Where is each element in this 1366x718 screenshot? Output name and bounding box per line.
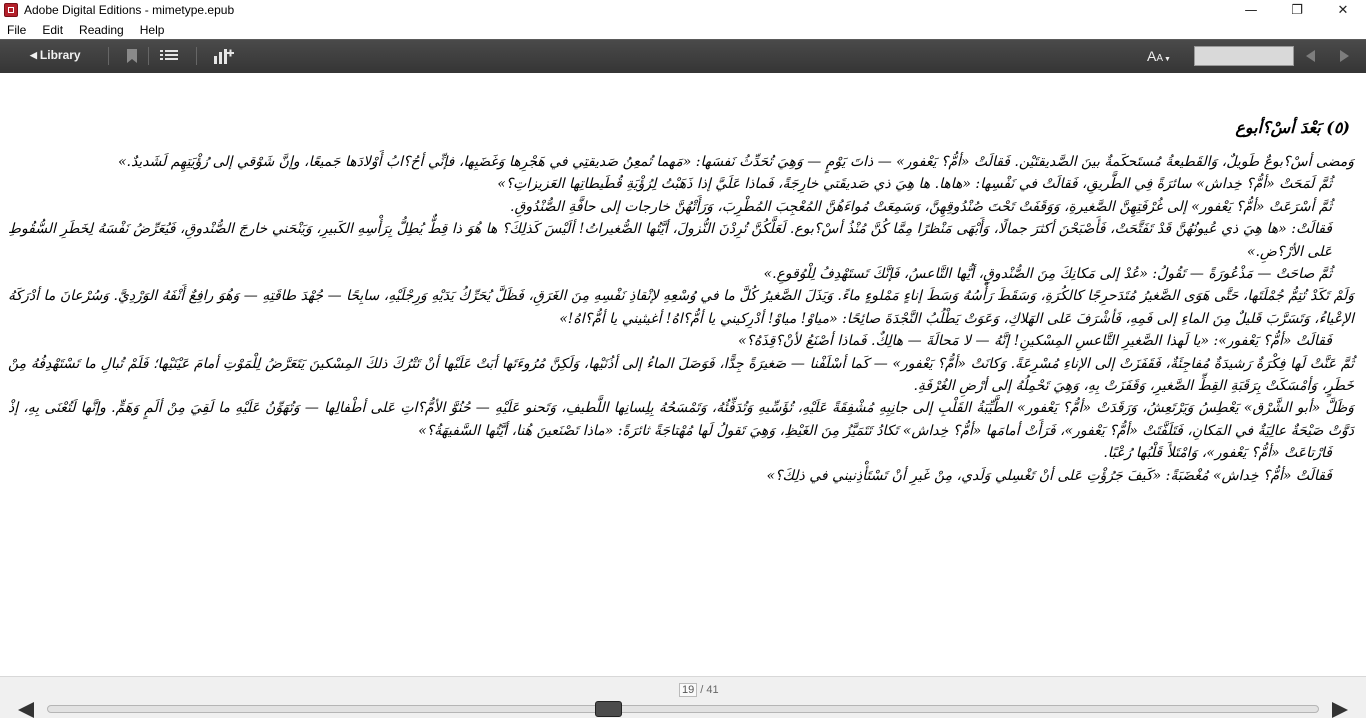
font-size-button[interactable] xyxy=(1147,48,1171,64)
app-icon xyxy=(4,3,18,17)
chapter-heading: (٥) بَعْدَ أسْ؟أبوع xyxy=(1235,118,1350,137)
dropdown-caret-icon: ▼ xyxy=(1164,56,1171,63)
window-controls xyxy=(1228,0,1366,20)
menu-help[interactable]: Help xyxy=(139,22,165,37)
menu-reading[interactable]: Reading xyxy=(79,22,124,37)
previous-page-icon[interactable] xyxy=(18,702,34,718)
menu-edit[interactable]: Edit xyxy=(42,22,64,37)
paragraph: ثُمَّ عَنَّتْ لَها فِكْرَةٌ رَشيدَةٌ مُفاجِئَةٌ، فَقَفَزَتْ إلى الإناءِ مُسْرِعَةً. وَكانَتْ «أمُّ؟ يَعْفور» — كَما أسْلَفْنا — صَغيرَةً جِدًّا، فَوَصَلَ الماءُ إلى أذُنَيْها، وَلَكِنَّ مُرُوءَتَها أبَتْ عَلَيْها أنْ تَتْرُكَ ذلكَ المِسْكينَ يَتَعَرَّضُ لِلْمَوْتِ أمامَ عَيْنَيْها؛ فَلَمْ تُبالِ ما تَسْتَهْدِفُهُ مِنْ خَطَرٍ، وَأمْسَكَتْ بِرَقَبَةِ القِطِّ الصَّغيرِ، وَقَفَزَتْ بِهِ، وَهِيَ تَحْمِلُهُ إلى أرْضِ الغُرْفَةِ. xyxy=(8,355,1354,395)
close-button[interactable]: ✕ xyxy=(1337,2,1349,18)
page-navigation-bar xyxy=(0,676,1366,718)
toolbar-divider xyxy=(108,47,109,65)
current-page-field[interactable]: 19 xyxy=(679,683,697,697)
paragraph: وَمضى أسْ؟بوعٌ طَويلٌ، وَالقَطيعةُ مُستَحكَمةٌ بينَ الصَّديقتَيْن. فَقالَتْ «أمُّ؟ يَعْفور» — ذاتَ يَوْمٍ — وَهِيَ تُحَدِّثُ نَفسَها: «مَهما تُمعِنُ صَديقتِي في هَجْرِها وَغَضَبِها، فإنِّي أحُ؟ابُ أَوْلادَها جَميعًا، وإنَّ شَوْقي إلى رُؤْيَتِهِم لَشَديدٌ.» xyxy=(117,154,1354,170)
paragraph: وَلَمْ تَكَدْ تُتِمُّ جُمْلَتَها، حَتَّى هَوَى الصَّغيرُ مُتَدَحرِجًا كالكُرَةِ، وَسَقَطَ رَأْسُهُ وَسَطَ إناءٍ مَمْلوءٍ ماءً. وَيَذَلَ الصَّغيرُ كُلَّ ما في وُسْعِهِ لإنْقاذِ نَفْسِهِ مِنَ الغَرَقِ، فَظَلَّ يُحَرِّكُ يَدَيْهِ وَرِجْلَيْهِ، سابِحًا — جُهْدَ طاقَتِهِ — وَهُوَ رافِعٌ أَنْفَهُ الوَرْدِيَّ. وَسُرْعانَ ما أدْرَكَهُ الإعْياءُ، وَتَسَرَّبَ قَليلٌ مِنَ الماءِ إلى فَمِهِ، فَأشْرَفَ عَلى الهَلاكِ، وَعَوَتْ يَطْلُبُ النَّجْدَةَ صائِحًا: «مياوْ! مياوْ! أدْرِكيني يا أمُّ؟اهُ! أغيثيني يا أمُّ؟اهُ!» xyxy=(8,288,1354,327)
menu-file[interactable]: File xyxy=(7,22,27,37)
total-pages-label: / 41 xyxy=(700,684,719,696)
table-of-contents-icon[interactable] xyxy=(160,48,178,64)
next-result-icon[interactable] xyxy=(1340,50,1349,62)
paragraph: فَقالَتْ «أمُّ؟ يَعْفور»: «يا لَهذا الصَّغيرِ التَّاعسِ المِسْكينِ! إنَّهُ — لا مَحالَةَ — هالِكٌ. فَماذا أصْنَعُ لأنْ؟قِذَهُ؟» xyxy=(737,333,1332,350)
font-size-small-a: A xyxy=(1156,53,1164,64)
library-button[interactable] xyxy=(30,48,81,62)
paragraph: فَارْتاعَتْ «أمُّ؟ يَعْفور»، وَامْتَلأَ قَلْبُها رُعْبًا. xyxy=(1103,445,1332,462)
next-page-icon[interactable] xyxy=(1332,702,1348,718)
page-content xyxy=(8,117,1354,487)
toolbar-divider xyxy=(196,47,197,65)
previous-result-icon[interactable] xyxy=(1306,50,1315,62)
bookmark-icon[interactable] xyxy=(126,48,138,64)
minimize-button[interactable]: — xyxy=(1244,2,1258,18)
page-slider-track[interactable] xyxy=(47,705,1319,713)
page-counter xyxy=(679,683,719,697)
paragraph: فَقالَتْ «أمُّ؟ خِداش» مُغْضَبَةً: «كَيفَ جَرُؤْتِ عَلى أنْ تَغْسِلي وَلَدي، مِنْ غَيرِ أنْ تَسْتَأْذِنيني في ذلِكَ؟» xyxy=(766,467,1332,484)
restore-button[interactable]: ❐ xyxy=(1291,2,1303,18)
paragraph: ثُمَّ لَمَحَتْ «أمُّ؟ خِداش» سائرَةً فِي الطَّريقِ، فَقالَتْ في نَفْسِها: «هاها. ها هِيَ ذي صَديقَتي خارِجَةً، فَماذا عَلَيَّ إذا ذَهَبْتُ لِرُؤْيَةِ قُطَيطاتِها العَزيزاتِ؟» xyxy=(497,176,1332,193)
reading-pane xyxy=(0,73,1366,676)
paragraph: ثُمَّ أسْرَعَتْ «أمُّ؟ يَعْفور» إلى غُرْفَتِهِنَّ الصَّغيرةِ، وَوَقَفَتْ تَحْتَ صُنْدُوقِهِنَّ، وَسَمِعَتْ مُواءَهُنَّ المُعْجِبَ المُطْرِبَ، وَرَأَتْهُنَّ خارجات إلى حافَّةِ الصُّنْدُوقِ. xyxy=(510,198,1332,215)
back-arrow-icon: ◀ xyxy=(30,49,37,60)
title-bar xyxy=(0,0,1366,20)
window-title: Adobe Digital Editions - mimetype.epub xyxy=(24,3,235,17)
font-size-large-a: A xyxy=(1147,48,1157,64)
library-label: Library xyxy=(39,48,81,62)
menu-bar xyxy=(0,20,1366,39)
toolbar-divider xyxy=(148,47,149,65)
page-slider-thumb[interactable] xyxy=(595,701,622,717)
paragraph: وَظَلَّ «أبو الشَّرْق» يَعْطِسُ وَيَرْتَعِشُ، وَرَقَدَتْ «أمُّ؟ يَعْفور» الطَّيِّبَةُ القَلْبِ إلى جانِبِهِ مُشْفِقَةً عَلَيْهِ، تُؤَسِّيهِ وَتُدَفِّئُهُ، وَتَمْسَحُهُ بِلِسانِها اللَّطيفِ، وَتَحنو عَلَيْهِ — حُنُوَّ الأمُّ؟اتِ عَلى أطْفالِها — وَتُهَوِّنُ عَلَيْهِ ما لَقِيَ مِنْ ألَمٍ وَهَمٍّ. وإنَّها لَتُعْنَى بِهِ، إذْ دَوَّتْ صَيْحَةٌ عالِيَةٌ في المَكانِ، فَتَلَفَّتَتْ «أمُّ؟ يَعْفور»، فَرَأَتْ أمامَها «أمُّ؟ خِداش» تَكادُ تَتَمَيَّزُ مِنَ الغَيْظِ، وَهِيَ تَقولُ لَها مُهْتاجَةً ثائرَةً: «ماذا تَصْنَعينَ هُنا، أيَّتُها السَّفيهَةُ؟» xyxy=(8,400,1354,439)
add-annotation-icon[interactable] xyxy=(214,48,234,64)
paragraph: فَقالَتْ: «ها هِيَ ذي عُيونُهُنَّ قَدْ تَفَتَّحَتْ، فَأَصْبَحْنَ أكثرَ جمالًا، وَأَبْهَى مَنْظرًا مِمَّا كُنَّ مُنْذُ أسْ؟بوع. لَعَلَّكُنَّ تُرِدْنَ النُّزولَ، أيَّتُها الصُّغيراتُ! ألَيْسَ كَذلِكَ؟ ها هُوَ ذا قِطٌّ يُطِلُّ بِرَأْسِهِ الكَبيرِ، وَيَنْحَني خارجَ الصُّنْدوقِ، فَيُعَرِّضُ نَفْسَهُ لِخَطَرِ السُّقُوطِ عَلى الأرْ؟ضِ.» xyxy=(8,221,1332,260)
reader-toolbar xyxy=(0,39,1366,73)
search-input[interactable] xyxy=(1194,46,1294,66)
paragraph: ثُمَّ صاحَتْ — مَذْعُورَةً — تَقُولُ: «عُدْ إلى مَكانِكَ مِنَ الصُّنْدوقِ، أيُّها التَّاعسُ، فَإنَّكَ تَستَهْدِفُ لِلْوُقوعِ.» xyxy=(763,266,1332,283)
